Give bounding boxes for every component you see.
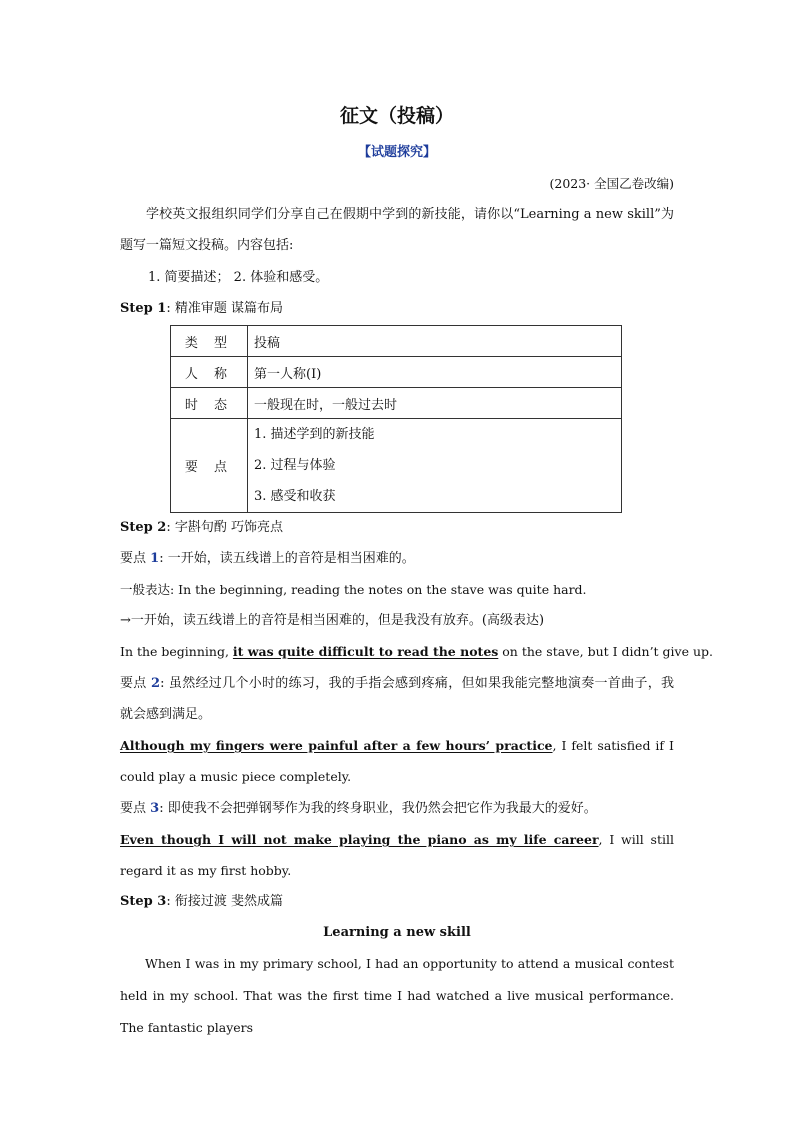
requirements-line: 1. 简要描述； 2. 体验和感受。 — [148, 270, 329, 285]
table-row — [171, 357, 622, 388]
point3-cn — [120, 793, 674, 824]
point3-en — [120, 824, 674, 886]
prompt-paragraph: 学校英文报组织同学们分享自己在假期中学到的新技能，请你以“Learning a new skill”为题写一篇短文投稿。内容包括: — [120, 207, 674, 253]
type-value: 投稿 — [248, 326, 622, 357]
person-label: 人 称 — [171, 357, 248, 388]
tense-label: 时 态 — [171, 388, 248, 419]
point3-label: 要点 — [120, 801, 151, 816]
step1-text: : 精准审题 谋篇布局 — [166, 301, 283, 316]
table-row — [171, 388, 622, 419]
table-row — [171, 419, 622, 513]
step1-label: Step 1 — [120, 301, 167, 316]
step2-text: : 字斟句酌 巧饰亮点 — [166, 520, 283, 535]
point3-number: 3 — [150, 801, 160, 816]
point1-en — [120, 636, 714, 667]
point2-cn — [120, 668, 674, 730]
point1-text: : 一开始，读五线谱上的音符是相当困难的。 — [159, 551, 415, 566]
point1-cn — [120, 543, 674, 574]
table-row — [171, 326, 622, 357]
point1-en-post: on the stave, but I didn’t give up. — [498, 644, 714, 659]
type-label: 类 型 — [171, 326, 248, 357]
point2-text: : 虽然经过几个小时的练习，我的手指会感到疼痛，但如果我能完整地演奏一首曲子，我就会感到满足。 — [120, 676, 675, 722]
point-item: 3. 感受和收获 — [254, 489, 336, 504]
page-title: 征文（投稿） — [339, 105, 454, 127]
point2-en-post: , I felt satisfied if I could play a music piece completely. — [120, 738, 674, 784]
step2-heading — [120, 512, 674, 543]
points-label: 要 点 — [171, 419, 248, 513]
points-cell — [248, 419, 622, 513]
person-value: 第一人称(I) — [248, 357, 622, 388]
source-note: (2023· 全国乙卷改编) — [549, 176, 674, 191]
step3-text: : 衔接过渡 斐然成篇 — [166, 894, 283, 909]
point2-label: 要点 — [120, 676, 152, 691]
step1-heading — [120, 293, 674, 324]
point1-label: 要点 — [120, 551, 151, 566]
point1-advanced-cn: →一开始，读五线谱上的音符是相当困难的，但是我没有放弃。(高级表达) — [120, 613, 545, 628]
step3-label: Step 3 — [120, 894, 167, 909]
tense-value: 一般现在时，一般过去时 — [248, 388, 622, 419]
essay-paragraph: When I was in my primary school, I had an opportunity to attend a musical contest held in my school. That was the first time I had watched a live musical performance. The fantastic players — [120, 956, 674, 1035]
point2-number: 2 — [151, 676, 161, 691]
point-item: 1. 描述学到的新技能 — [254, 427, 375, 442]
step3-heading — [120, 886, 674, 917]
point2-en-highlight: Although my fingers were painful after a few hours’ practice — [120, 738, 553, 753]
point2-en — [120, 730, 674, 792]
section-subtitle: 【试题探究】 — [357, 145, 436, 160]
point-item: 2. 过程与体验 — [254, 458, 336, 473]
step2-label: Step 2 — [120, 520, 167, 535]
point1-en-pre: In the beginning, — [120, 644, 233, 659]
point1-plain: 一般表达: In the beginning, reading the notes on the stave was quite hard. — [120, 582, 587, 597]
essay-title: Learning a new skill — [323, 925, 471, 940]
point1-number: 1 — [150, 551, 160, 566]
point1-en-highlight: it was quite difficult to read the notes — [232, 644, 499, 659]
outline-table — [170, 325, 622, 513]
point3-en-post: , I will still regard it as my first hobby. — [120, 832, 674, 878]
point3-en-highlight: Even though I will not make playing the piano as my life career — [120, 832, 599, 847]
point3-text: : 即使我不会把弹钢琴作为我的终身职业，我仍然会把它作为我最大的爱好。 — [159, 801, 597, 816]
